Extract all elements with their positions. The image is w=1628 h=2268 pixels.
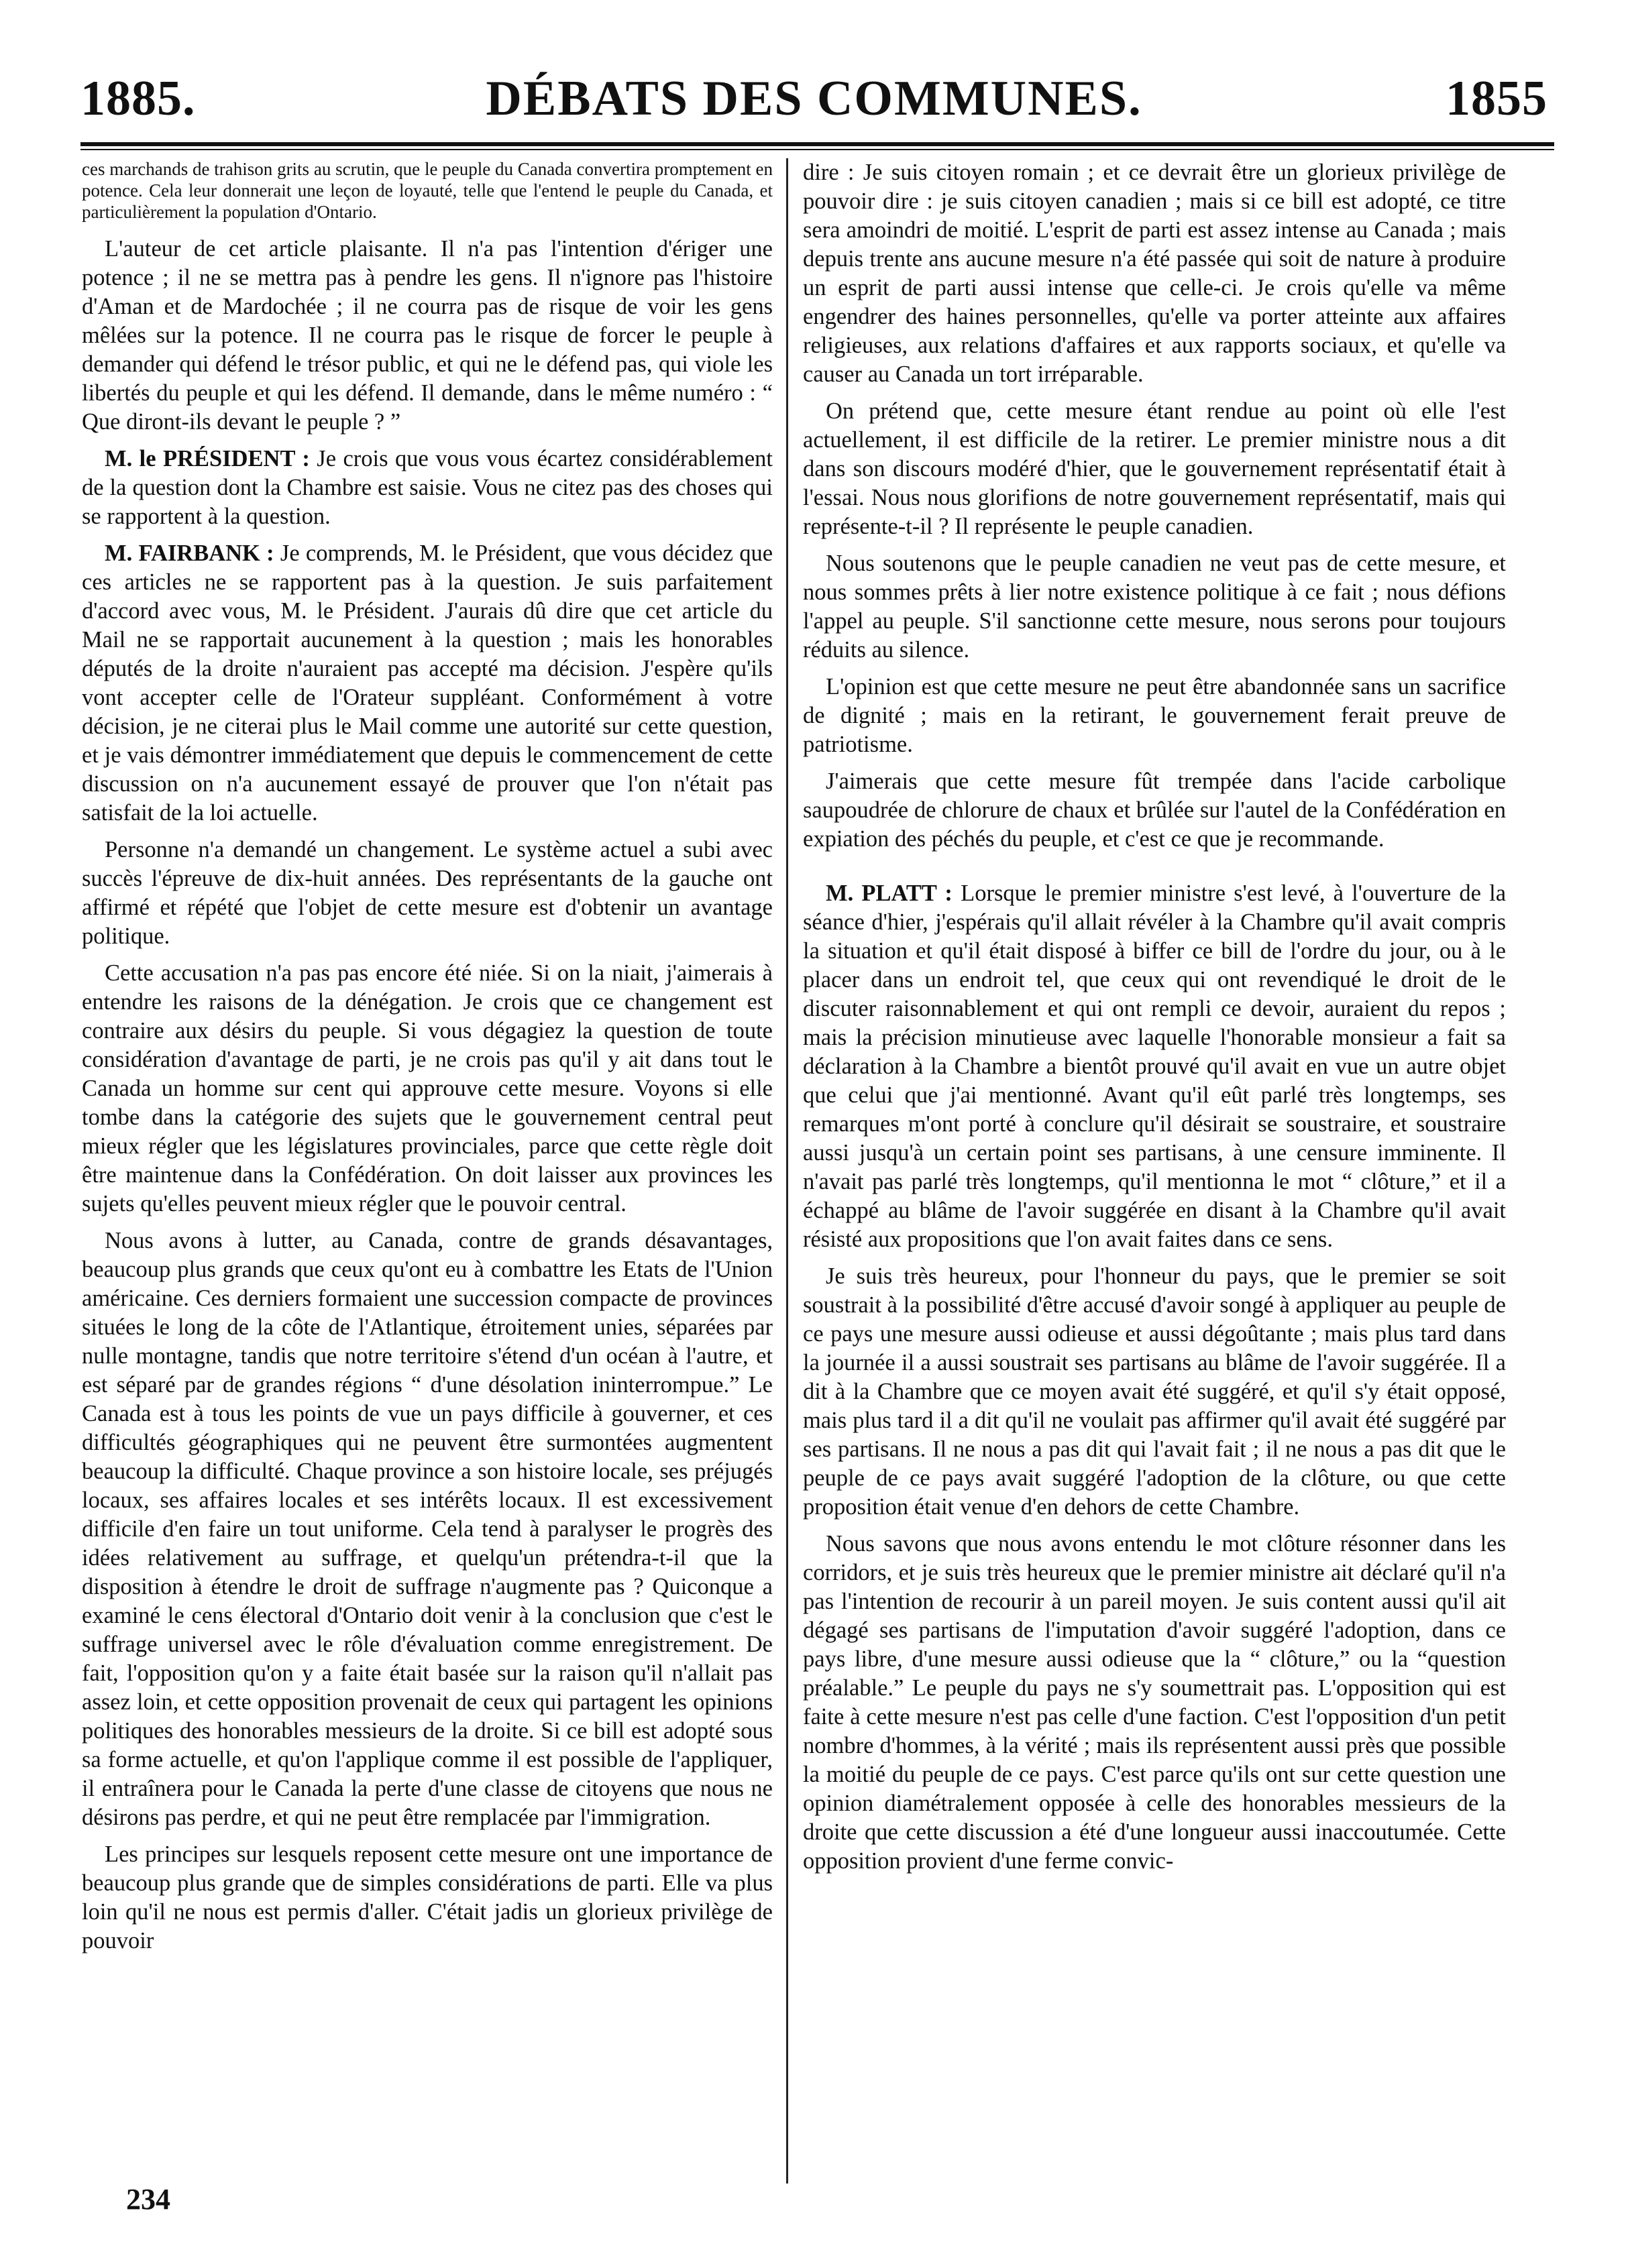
header-rule-thick bbox=[80, 142, 1554, 146]
header-year: 1885. bbox=[80, 71, 196, 126]
paragraph-continued: dire : Je suis citoyen romain ; et ce devrait être un glorieux privilège de pouvoir dire : je suis citoyen canadien ; mais si ce bill est adopté, ce titre sera amoindri de moitié. L'esprit de parti est assez intense au Canada ; mais depuis trente ans aucune mesure n'a été passée qui soit de nature à produire un esprit de parti aussi intense que celle-ci. Je crois qu'elle va même engendrer des haines personnelles, qu'elle va porter atteinte aux affaires religieuses, aux relations d'affaires et aux rapports sociaux, et qu'elle va causer au Canada un tort irréparable. bbox=[803, 160, 1506, 387]
speaker-name: M. le PRÉSIDENT : bbox=[105, 446, 310, 471]
speaker-name: M. FAIRBANK : bbox=[105, 541, 274, 566]
paragraph: Cette accusation n'a pas pas encore été niée. Si on la niait, j'aimerais à entendre les raisons de la dénégation. Je crois que ce changement est contraire aux désirs du peuple. Si vous dégagiez la question de toute considération d'avantage de parti, je ne crois pas qu'il y ait dans tout le Canada un homme sur cent qui approuve cette mesure. Voyons si elle tombe dans la catégorie des sujets que le gouvernement central peut mieux régler que les législatures provinciales, parce que cette règle doit être maintenue dans la Confédération. On doit laisser aux provinces les sujets qu'elles peuvent mieux régler que le pouvoir central. bbox=[82, 960, 773, 1216]
right-column bbox=[803, 158, 1506, 1884]
paragraph: Je suis très heureux, pour l'honneur du pays, que le premier se soit soustrait à la possibilité d'être accusé d'avoir songé à appliquer au peuple de ce pays une mesure aussi odieuse et aussi dégoûtante ; mais plus tard dans la journée il a aussi soustrait ses partisans au blâme de l'avoir suggérée. Il a dit à la Chambre que ce moyen avait été suggéré, et qu'il s'y était opposé, mais plus tard il a dit qu'il ne voulait pas affirmer qu'il avait été suggéré par ses partisans. Il ne nous a pas dit qui l'avait fait ; il ne nous a pas dit que le peuple de ce pays avait suggéré l'adoption de la clôture, ou que cette proposition était venue d'en dehors de cette Chambre. bbox=[803, 1263, 1506, 1520]
paragraph: Les principes sur lesquels reposent cette mesure ont une importance de beaucoup plus grande que de simples considérations de parti. Elle va plus loin qu'il ne nous est permis d'aller. C'était jadis un glorieux privilège de pouvoir bbox=[82, 1841, 773, 1953]
speech-text: Lorsque le premier ministre s'est levé, à l'ouverture de la séance d'hier, j'espérais qu'il allait révéler à la Chambre qu'il avait compris la situation et qu'il était disposé à biffer ce bill de l'ordre du jour, ou à le placer dans un endroit tel, que ceux qui ont revendiqué le droit de le discuter raisonnablement et qui ont rempli ce devoir, auraient du repos ; mais la précision minutieuse avec laquelle l'honorable monsieur a fait sa déclaration à la Chambre a bientôt prouvé qu'il avait en vue un autre objet que celui que j'ai mentionné. Avant qu'il eût parlé très longtemps, ses remarques m'ont porté à conclure qu'il désirait se soustraire, et soustraire aussi jusqu'à un certain point ses partisans, à une censure imminente. Il n'avait pas parlé très longtemps, qu'il mentionna le mot “ clôture,” et il a échappé au blâme de l'avoir suggérée en disant à la Chambre qu'il avait résisté aux propositions que l'on avait faites dans ce sens. bbox=[803, 881, 1507, 1252]
running-header bbox=[80, 70, 1548, 144]
column-divider bbox=[786, 158, 788, 2184]
header-title: DÉBATS DES COMMUNES. bbox=[486, 71, 1142, 126]
paragraph: Nous savons que nous avons entendu le mot clôture résonner dans les corridors, et je suis très heureux que le premier ministre ait déclaré qu'il n'a pas l'intention de recourir à un pareil moyen. Je suis content aussi qu'il ait dégagé ses partisans de l'imputation d'avoir suggéré l'adoption, dans ce pays libre, d'une mesure aussi odieuse que la “ clôture,” ou la “question préalable.” Le peuple du pays ne s'y soumettrait pas. L'opposition qui est faite à cette mesure n'est pas celle d'une faction. C'est l'opposition d'un petit nombre d'hommes, à la vérité ; mais ils représentent aussi près que possible la moitié du peuple de ce pays. C'est parce qu'ils ont sur cette question une opinion diamétralement opposée à celle des honorables messieurs de la droite que cette discussion a été d'une longueur aussi inaccoutumée. Cette opposition provient d'une ferme convic- bbox=[803, 1531, 1506, 1874]
signature-mark: 234 bbox=[126, 2183, 170, 2216]
paragraph: Nous avons à lutter, au Canada, contre de grands désavantages, beaucoup plus grands que ceux qu'ont eu à combattre les Etats de l'Union américaine. Ces derniers formaient une succession compacte de provinces situées le long de la côte de l'Atlantique, étroitement unies, séparées par nulle montagne, tandis que notre territoire s'étend d'un océan à l'autre, et est séparé par de grandes régions “ d'une désolation ininterrompue.” Le Canada est à tous les points de vue un pays difficile à gouverner, et ces difficultés géographiques qui ne peuvent être surmontées augmentent beaucoup la difficulté. Chaque province a son histoire locale, ses préjugés locaux, ses affaires locales et ses intérêts locaux. Il est excessivement difficile d'en faire un tout uniforme. Cela tend à paralyser le progrès des idées relativement au suffrage, et quelqu'un prétendra-t-il que la disposition à étendre le droit de suffrage n'augmente pas ? Quiconque a examiné le cens électoral d'Ontario doit venir à la conclusion que c'est le suffrage universel avec le rôle d'évaluation comme enregistrement. De fait, l'opposition qu'on y a faite était basée sur la raison qu'il n'allait pas assez loin, et cette opposition provenait de ceux qui partagent les opinions politiques des honorables messieurs de la droite. Si ce bill est adopté sous sa forme actuelle, et qu'on l'applique comme il est possible de l'appliquer, il entraînera pour le Canada la perte d'une classe de citoyens que nous ne désirons pas perdre, et qui ne peut être remplacée par l'immigration. bbox=[82, 1228, 773, 1830]
paragraph: Nous soutenons que le peuple canadien ne veut pas de cette mesure, et nous sommes prêts à lier notre existence politique à ce fait ; nous défions l'appel au peuple. S'il sanctionne cette mesure, nous serons pour toujours réduits au silence. bbox=[803, 551, 1506, 663]
paragraph: L'opinion est que cette mesure ne peut être abandonnée sans un sacrifice de dignité ; mais en la retirant, le gouvernement ferait preuve de patriotisme. bbox=[803, 674, 1506, 757]
quoted-passage: ces marchands de trahison grits au scrutin, que le peuple du Canada convertira promptement en potence. Cela leur donnerait une leçon de loyauté, telle que l'entend le peuple du Canada, et particulièrement la population d'Ontario. bbox=[82, 159, 773, 222]
speech-paragraph bbox=[82, 445, 773, 531]
header-rule-thin bbox=[80, 149, 1554, 150]
paragraph: J'aimerais que cette mesure fût trempée dans l'acide carbolique saupoudrée de chlorure de chaux et brûlée sur l'autel de la Confédération en expiation des péchés du peuple, et c'est ce que je recommande. bbox=[803, 769, 1506, 852]
paragraph: On prétend que, cette mesure étant rendue au point où elle l'est actuellement, il est difficile de la retirer. Le premier ministre nous a dit dans son discours modéré d'hier, que le gouvernement représentatif était à l'essai. Nous nous glorifions de notre gouvernement représentatif, mais qui représente-t-il ? Il représente le peuple canadien. bbox=[803, 398, 1506, 539]
speech-paragraph bbox=[803, 879, 1506, 1254]
header-page-number: 1855 bbox=[1446, 71, 1548, 126]
paragraph: L'auteur de cet article plaisante. Il n'a pas l'intention d'ériger une potence ; il ne se mettra pas à pendre les gens. Il n'ignore pas l'histoire d'Aman et de Mardochée ; il ne courra pas de risque de voir les gens mêlées sur la potence. Il ne courra pas le risque de forcer le peuple à demander qui défend le trésor public, et qui ne le défend pas, qui viole les libertés du peuple et qui les défend. Il demande, dans le même numéro : “ Que diront-ils devant le peuple ? ” bbox=[82, 236, 773, 435]
speech-text: Je crois que vous vous écartez considérablement de la question dont la Chambre est saisie. Vous ne citez pas des choses qui se rapportent à la question. bbox=[82, 446, 773, 529]
speech-text: Je comprends, M. le Président, que vous décidez que ces articles ne se rapportent pas à la question. Je suis parfaitement d'accord avec vous, M. le Président. J'aurais dû dire que cet article du Mail ne se rapportait aucunement à la question ; mais les honorables députés de la droite n'auraient pas accepté ma décision. J'espère qu'ils vont accepter celle de l'Orateur suppléant. Conformément à votre décision, je ne citerai plus le Mail comme une autorité sur cette question, et je vais démontrer immédiatement que depuis le commencement de cette discussion on n'a aucunement essayé de prouver que l'on n'était pas satisfait de la loi actuelle. bbox=[82, 541, 773, 826]
paragraph: Personne n'a demandé un changement. Le système actuel a subi avec succès l'épreuve de dix-huit années. Des représentants de la gauche ont affirmé et répété que l'objet de cette mesure est d'obtenir un avantage politique. bbox=[82, 837, 773, 949]
speech-paragraph bbox=[82, 539, 773, 828]
left-column bbox=[82, 158, 773, 1964]
speaker-name: M. PLATT : bbox=[826, 881, 953, 906]
